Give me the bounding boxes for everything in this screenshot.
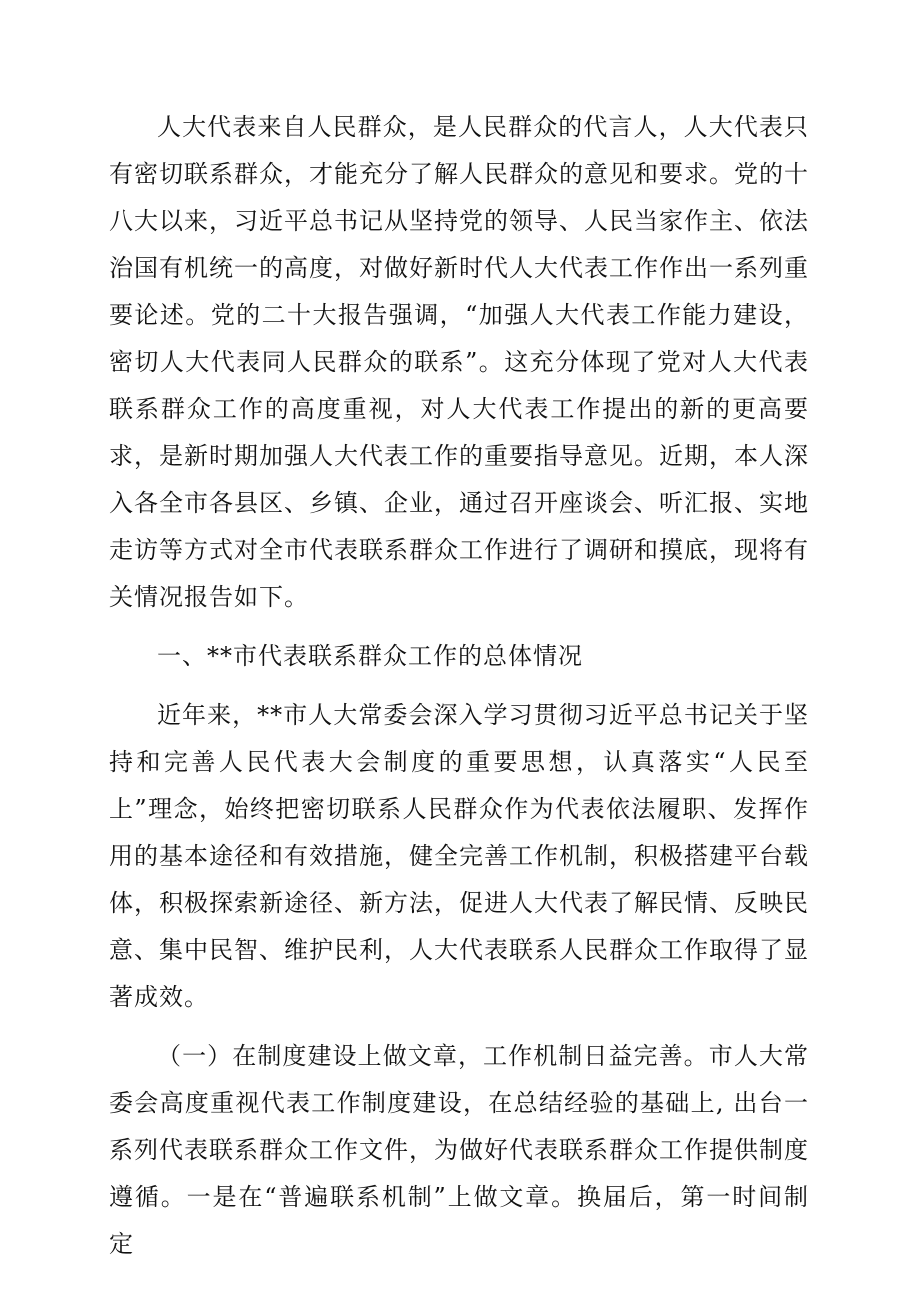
section-heading: 一、**市代表联系群众工作的总体情况 (157, 642, 583, 670)
document-body (109, 104, 809, 1268)
overview-paragraph: 近年来，**市人大常委会深入学习贯彻习近平总书记关于坚持和完善人民代表大会制度的重要思想，认真落实“人民至上”理念，始终把密切联系人民群众作为代表依法履职、发挥作用的基本途径和有效措施，健全完善工作机制，积极搭建平台载体，积极探索新途径、新方法，促进人大代表了解民情、反映民意、集中民智、维护民利，人大代表联系人民群众工作取得了显著成效。 (109, 701, 809, 1011)
subsection-paragraph: （一）在制度建设上做文章，工作机制日益完善。市人大常委会高度重视代表工作制度建设，在总结经验的基础上, 出台一系列代表联系群众工作文件，为做好代表联系群众工作提供制度遵循。一是在“普遍联系机制”上做文章。换届后，第一时间制定 (109, 1042, 809, 1258)
intro-paragraph: 人大代表来自人民群众，是人民群众的代言人，人大代表只有密切联系群众，才能充分了解人民群众的意见和要求。党的十八大以来，习近平总书记从坚持党的领导、人民当家作主、依法治国有机统一的高度，对做好新时代人大代表工作作出一系列重要论述。党的二十大报告强调，“加强人大代表工作能力建设，密切人大代表同人民群众的联系”。这充分体现了党对人大代表联系群众工作的高度重视，对人大代表工作提出的新的更高要求，是新时期加强人大代表工作的重要指导意见。近期，本人深入各全市各县区、乡镇、企业，通过召开座谈会、听汇报、实地走访等方式对全市代表联系群众工作进行了调研和摸底，现将有关情况报告如下。 (109, 113, 809, 611)
